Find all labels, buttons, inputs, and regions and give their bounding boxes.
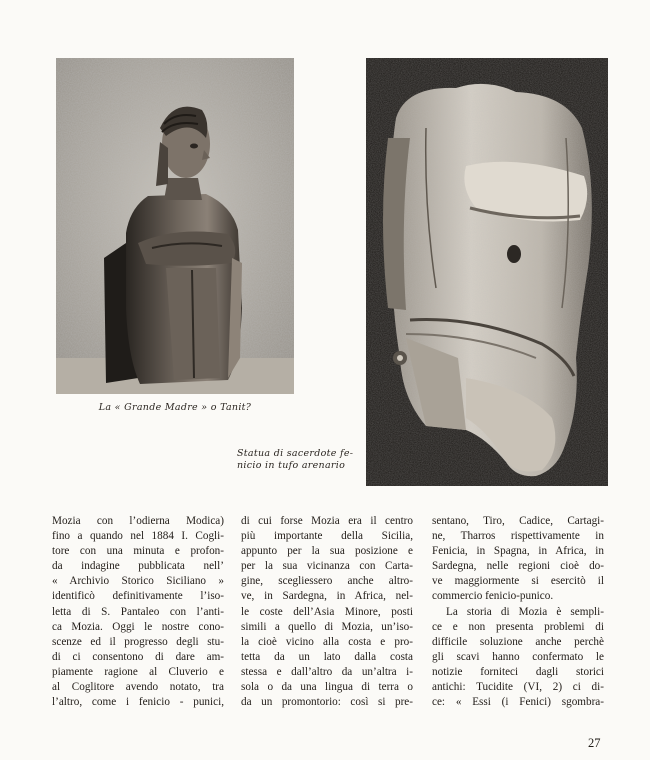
text-line: di cui forse Mozia era il centro [241,515,413,527]
text-line: sola o da una lingua di terra o [241,681,413,694]
text-line: da un promontorio: così si pre- [241,696,413,709]
text-line: commercio fenicio-punico. [432,590,554,603]
text-line: ne, Tharros rispettivamente in [432,530,604,543]
text-line: notizie forniteci dagli storici [432,665,604,678]
grande-madre-statue-image [56,58,294,394]
text-line: l’altro, come i fenicio - punici, [52,696,224,709]
text-column-1 [52,514,224,710]
photo-grande-madre [56,58,294,394]
text-line: simili a quello di Mozia, un’iso- [241,620,413,633]
text-line: gine, scegliessero anche altro- [241,575,413,588]
text-line: gli scavi hanno confermato le [432,650,604,663]
text-line: La storia di Mozia è sempli- [446,605,604,618]
text-column-3 [432,514,604,710]
text-line: ve maggiormente si esercitò il [432,575,604,588]
text-line: piamente ragione al Cluverio e [52,665,224,678]
text-line: al Coglitore avendo notato, tra [52,681,224,694]
text-line: antichi: Tucidite (VI, 2) ci di- [432,681,604,694]
sacerdote-torso-image [366,58,608,486]
right-figure-caption [237,448,355,472]
text-line: la cioè vicino alla costa e pro- [241,635,413,648]
text-line: tore con una minuta e profon- [52,545,224,558]
text-line: fino a quando nel 1884 I. Cogli- [52,530,224,543]
photo-sacerdote-statue [366,58,608,486]
page-number: 27 [588,736,601,750]
text-column-2 [241,514,413,710]
text-line: letta di S. Pantaleo con l’anti- [52,605,224,618]
left-figure-caption: La « Grande Madre » o Tanit? [98,402,252,413]
text-line: scenze ed il progresso degli stu- [52,635,224,648]
text-line: difficile soluzione anche perchè [432,635,604,648]
text-line: stessa e dall’altro da un’altra i- [241,665,413,678]
text-line: Mozia con l’odierna Modica) [52,515,224,527]
text-line: più importante della Sicilia, [241,530,413,543]
paragraph-1 [432,514,604,605]
text-line: ve, in Sardegna, in Africa, nel- [241,590,413,603]
text-line: di ci consentono di dare am- [52,650,224,663]
text-line: appunto per la sua posizione e [241,545,413,558]
right-caption-line: nicio in tufo arenario [237,460,346,471]
text-line: identificò definitivamente l’iso- [52,590,224,603]
text-line: da indagine pubblicata nell’ [52,560,224,573]
text-line: sentano, Tiro, Cadice, Cartagi- [432,515,604,527]
text-line: Fenicia, in Spagna, in Africa, in [432,545,604,558]
text-line: tetta da un lato dalla costa [241,650,413,663]
paragraph-2 [432,605,604,711]
text-line: ce e non presenta problemi di [432,620,604,633]
text-line: le coste dell’Asia Minore, posti [241,605,413,618]
right-caption-line: Statua di sacerdote fe- [237,448,354,459]
text-line: Sardegna, nelle regioni cioè do- [432,560,604,573]
text-line: per la sua vicinanza con Carta- [241,560,413,573]
text-line: « Archivio Storico Siciliano » [52,575,224,588]
text-line: ca Mozia. Oggi le nostre cono- [52,620,224,633]
text-line: ce: « Essi (i Fenici) sgombra- [432,696,604,709]
